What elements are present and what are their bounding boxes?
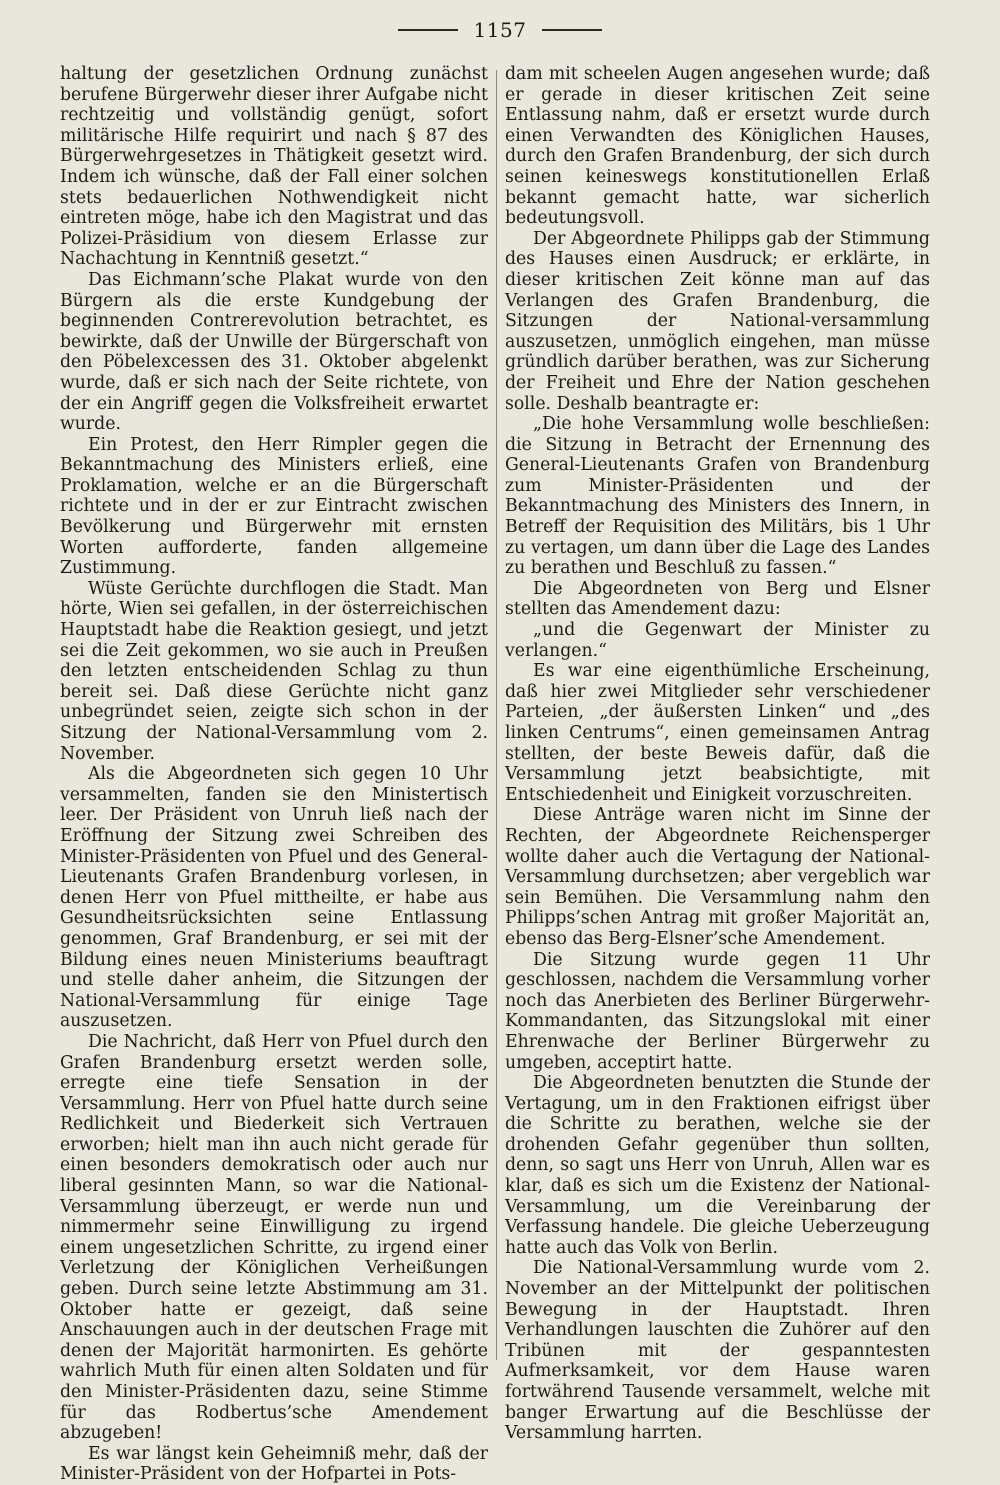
page-header	[0, 18, 1000, 42]
header-rule-left	[398, 29, 458, 31]
paragraph: Das Eichmann’sche Plakat wurde von den Bürgern als die erste Kundgebung der beginnenden Contrerevolution betrachtet, es bewirkte, daß der Unwille der Bürgerschaft von den Pöbelexcessen des 31. Oktober abgelenkt wurde, daß er sich nach der Seite richtete, von der ein Angriff gegen die Volksfreiheit erwartet wurde.	[60, 269, 488, 435]
paragraph: Ein Protest, den Herr Rimpler gegen die Bekanntmachung des Ministers erließ, eine Proklamation, welche er an die Bürgerschaft richtete und in der er zur Eintracht zwischen Bevölkerung und Bürgerwehr mit ernsten Worten aufforderte, fanden allgemeine Zustimmung.	[60, 434, 488, 579]
paragraph: Es war eine eigenthümliche Erscheinung, daß hier zwei Mitglieder sehr verschiedener Parteien, „der äußersten Linken“ und „des linken Centrums“, einen gemeinsamen Antrag stellten, der beste Beweis dafür, daß die Versammlung jetzt beabsichtigte, mit Entschiedenheit und Einigkeit vorzuschreiten.	[505, 661, 930, 805]
paragraph: dam mit scheelen Augen angesehen wurde; daß er gerade in dieser kritischen Zeit seine Entlassung nahm, daß er ersetzt wurde durch einen Verwandten des Königlichen Hauses, durch den Grafen Brandenburg, der sich durch seinen keineswegs konstitutionellen Erlaß bekannt gemacht hatte, war sicherlich bedeutungsvoll.	[505, 64, 930, 229]
paragraph: Es war längst kein Geheimniß mehr, daß der Minister-Präsident von der Hofpartei in Pots-	[60, 1443, 488, 1485]
paragraph: Die National-Versammlung wurde vom 2. November an der Mittelpunkt der politischen Bewegung in der Hauptstadt. Ihren Verhandlungen lauschten die Zuhörer auf den Tribünen mit der gespanntesten Aufmerksamkeit, vor dem Hause waren fortwährend Tausende versammelt, welche mit banger Erwartung auf die Beschlüsse der Versammlung harrten.	[505, 1258, 930, 1444]
paragraph: Als die Abgeordneten sich gegen 10 Uhr versammelten, fanden sie den Ministertisch leer. Der Präsident von Unruh ließ nach der Eröffnung der Sitzung zwei Schreiben des Minister-Präsidenten von Pfuel und des General-Lieutenants Grafen Brandenburg vorlesen, in denen Herr von Pfuel mittheilte, er habe aus Gesundheitsrücksichten seine Entlassung genommen, Graf Brandenburg, er sei mit der Bildung eines neuen Ministeriums beauftragt und stelle daher anheim, die Sitzungen der National-Versammlung für einige Tage auszusetzen.	[60, 764, 488, 1032]
paragraph: Die Abgeordneten benutzten die Stunde der Vertagung, um in den Fraktionen eifrigst über die Schritte zu berathen, welche sie der drohenden Gefahr gegenüber thun sollten, denn, so sagt uns Herr von Unruh, Allen war es klar, daß es sich um die Existenz der National-Versammlung, um die Vereinbarung der Verfassung handele. Die gleiche Ueberzeugung hatte auch das Volk von Berlin.	[505, 1073, 930, 1258]
paragraph: haltung der gesetzlichen Ordnung zunächst berufene Bürgerwehr dieser ihrer Aufgabe nicht rechtzeitig und vollständig genügt, sofort militärische Hilfe requirirt und nach § 87 des Bürgerwehrgesetzes in Thätigkeit gesetzt wird. Indem ich wünsche, daß der Fall einer solchen stets bedauerlichen Nothwendigkeit nicht eintreten möge, habe ich den Magistrat und das Polizei-Präsidium von diesem Erlasse zur Nachachtung in Kenntniß gesetzt.“	[60, 64, 488, 270]
paragraph: Die Abgeordneten von Berg und Elsner stellten das Amendement dazu:	[505, 578, 930, 620]
quote-paragraph: „und die Gegenwart der Minister zu verlangen.“	[505, 620, 930, 661]
header-rule-right	[542, 29, 602, 31]
left-column	[60, 64, 488, 1485]
quote-paragraph: „Die hohe Versammlung wolle beschließen: die Sitzung in Betracht der Ernennung des General-Lieutenants Grafen von Brandenburg zum Minister-Präsidenten und der Bekanntmachung des Ministers des Innern, in Betreff der Requisition des Militärs, bis 1 Uhr zu vertagen, um dann über die Lage des Landes zu berathen und Beschluß zu fassen.“	[505, 414, 930, 579]
page-number: 1157	[473, 18, 527, 42]
paragraph: Diese Anträge waren nicht im Sinne der Rechten, der Abgeordnete Reichensperger wollte daher auch die Vertagung der National-Versammlung durchsetzen; aber vergeblich war sein Bemühen. Die Versammlung nahm den Philipps’schen Antrag mit großer Majorität an, ebenso das Berg-Elsner’sche Amendement.	[505, 805, 930, 949]
paragraph: Der Abgeordnete Philipps gab der Stimmung des Hauses einen Ausdruck; er erklärte, in dieser kritischen Zeit könne man auf das Verlangen des Grafen Brandenburg, die Sitzungen der National-versammlung auszusetzen, unmöglich eingehen, man müsse gründlich darüber berathen, was zur Sicherung der Freiheit und Ehre der Nation geschehen solle. Deshalb beantragte er:	[505, 228, 930, 414]
right-column	[505, 64, 930, 1444]
paragraph: Die Nachricht, daß Herr von Pfuel durch den Grafen Brandenburg ersetzt werden solle, erregte eine tiefe Sensation in der Versammlung. Herr von Pfuel hatte durch seine Redlichkeit und Biederkeit sich Vertrauen erworben; hielt man ihn auch nicht gerade für einen besonders demokratisch oder auch nur liberal gesinnten Mann, so war die National-Versammlung überzeugt, er werde nun und nimmermehr seine Einwilligung zu irgend einem ungesetzlichen Schritte, zu irgend einer Verletzung der Königlichen Verheißungen geben. Durch seine letzte Abstimmung am 31. Oktober hatte er gezeigt, daß seine Anschauungen auch in der deutschen Frage mit denen der Majorität harmonirten. Es gehörte wahrlich Muth für einen alten Soldaten und für den Minister-Präsidenten dazu, seine Stimme für das Rodbertus’sche Amendement abzugeben!	[60, 1031, 488, 1444]
column-divider	[496, 70, 497, 1360]
paragraph: Wüste Gerüchte durchflogen die Stadt. Man hörte, Wien sei gefallen, in der österreichischen Hauptstadt habe die Reaktion gesiegt, und jetzt sei die Zeit gekommen, wo sie auch in Preußen den letzten entscheidenden Schlag zu thun bereit sei. Daß diese Gerüchte nicht ganz unbegründet seien, zeigte sich schon in der Sitzung der National-Versammlung vom 2. November.	[60, 578, 488, 764]
paragraph: Die Sitzung wurde gegen 11 Uhr geschlossen, nachdem die Versammlung vorher noch das Anerbieten des Berliner Bürgerwehr-Kommandanten, das Sitzungslokal mit einer Ehrenwache der Berliner Bürgerwehr zu umgeben, acceptirt hatte.	[505, 949, 930, 1073]
